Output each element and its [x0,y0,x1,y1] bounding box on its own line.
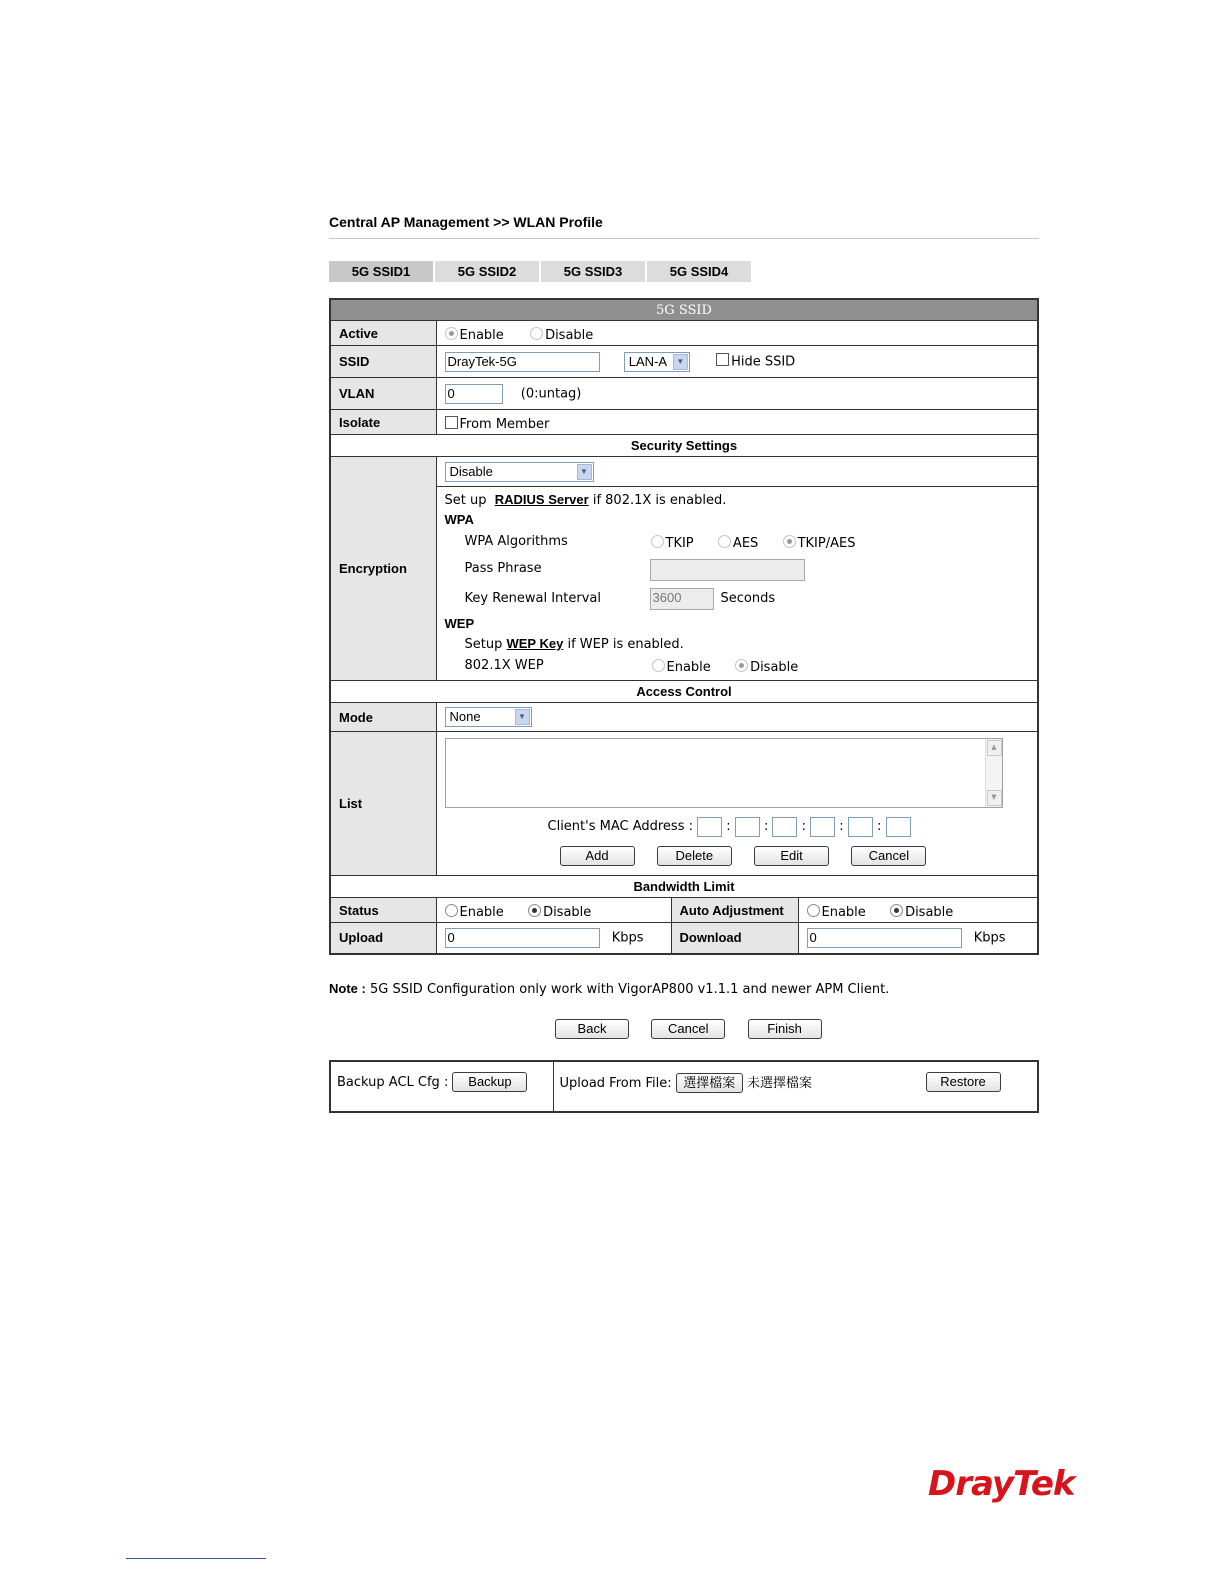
delete-button[interactable]: Delete [657,846,732,866]
upload-input[interactable]: 0 [445,928,600,948]
encryption-select-value: Disable [449,463,493,479]
ssid-settings-table [329,298,1039,955]
tab-5g-ssid4[interactable]: 5G SSID4 [647,261,751,282]
bandwidth-limit-header: Bandwidth Limit [330,876,1038,898]
status-enable-label: Enable [459,904,504,920]
ssid-label: SSID [330,346,436,378]
mac-address-label: Client's MAC Address : [547,819,693,834]
encryption-select[interactable] [445,462,594,482]
chevron-down-icon: ▼ [577,464,592,480]
access-mode-select[interactable] [445,707,532,727]
mac-actions [445,846,1030,866]
wpa-title: WPA [444,512,474,527]
vlan-hint: (0:untag) [520,386,582,401]
upload-label: Upload [330,923,436,954]
mac-sep: : [726,819,731,834]
mac-octet-2[interactable] [735,817,760,837]
scroll-down-icon[interactable]: ▼ [987,790,1002,806]
auto-enable-radio[interactable] [807,904,820,917]
mac-sep: : [839,819,844,834]
page-title: Central AP Management >> WLAN Profile [329,214,603,230]
status-disable-radio[interactable] [528,904,541,917]
aes-label: AES [732,536,759,551]
key-renewal-input[interactable]: 3600 [650,588,714,610]
wep-disable-radio[interactable] [735,659,748,672]
ssid-tabs [329,261,751,282]
mac-sep: : [876,819,882,834]
tab-5g-ssid1[interactable]: 5G SSID1 [329,261,433,282]
wpa-algorithms-row [445,532,1030,552]
key-renewal-label: Key Renewal Interval [464,591,602,606]
key-renewal-unit: Seconds [720,591,776,606]
wpa-algorithms-label: WPA Algorithms [464,534,568,549]
tkip-aes-radio[interactable] [783,535,796,548]
note-text: 5G SSID Configuration only work with VigorAP800 v1.1.1 and newer APM Client. [369,982,890,997]
pass-phrase-label: Pass Phrase [464,561,542,576]
aes-radio[interactable] [718,535,731,548]
title-divider [329,238,1039,239]
active-enable-label: Enable [459,327,504,343]
radius-server-link[interactable]: RADIUS Server [494,492,589,507]
wep-setup-line [445,634,1030,654]
vlan-label: VLAN [330,378,436,410]
note-prefix: Note : [329,981,366,996]
mac-sep: : [801,819,807,834]
mode-label: Mode [330,703,436,732]
encryption-label: Encryption [330,457,436,681]
pass-phrase-input[interactable] [650,559,805,581]
key-renewal-row [445,589,1030,609]
wep-disable-label: Disable [750,660,799,675]
backup-acl-label: Backup ACL Cfg : [337,1075,449,1090]
isolate-member-label: From Member [459,416,550,432]
ssid-input[interactable]: DrayTek-5G [445,352,600,372]
list-label: List [330,732,436,876]
chevron-down-icon: ▼ [673,354,688,370]
status-enable-radio[interactable] [445,904,458,917]
active-disable-radio[interactable] [530,327,543,340]
wep-8021x-label: 802.1X WEP [464,658,544,673]
backup-button[interactable]: Backup [452,1072,527,1092]
chevron-down-icon: ▼ [515,709,530,725]
download-label: Download [671,923,798,954]
note [329,981,889,997]
mac-list-box[interactable] [445,738,1003,808]
upload-from-file-label: Upload From File: [559,1076,672,1091]
scroll-up-icon[interactable]: ▲ [987,740,1002,756]
setup-prefix: Set up [444,493,487,508]
access-cancel-button[interactable]: Cancel [851,846,926,866]
isolate-member-checkbox[interactable] [445,416,458,429]
status-label: Status [330,898,436,923]
mac-octet-5[interactable] [848,817,873,837]
active-label: Active [330,321,436,346]
wep-title: WEP [444,616,475,631]
access-mode-value: None [449,709,481,724]
tab-5g-ssid2[interactable]: 5G SSID2 [435,261,539,282]
tkip-label: TKIP [665,536,694,551]
wep-enable-label: Enable [666,660,711,675]
wep-setup-prefix: Setup [464,637,503,652]
mac-address-row [445,816,1030,838]
tkip-radio[interactable] [651,535,664,548]
auto-disable-radio[interactable] [890,904,903,917]
download-unit: Kbps [973,930,1006,946]
security-settings-header: Security Settings [330,435,1038,457]
active-enable-radio[interactable] [445,327,458,340]
choose-file-button[interactable]: 選擇檔案 [676,1073,743,1093]
status-disable-label: Disable [543,904,592,920]
draytek-logo: DrayTek [928,1464,1075,1504]
cancel-button[interactable]: Cancel [651,1019,725,1039]
footer-rule [126,1558,266,1559]
wep-key-link[interactable]: WEP Key [506,636,564,651]
auto-enable-label: Enable [821,904,866,920]
hide-ssid-checkbox[interactable] [716,353,729,366]
hide-ssid-label: Hide SSID [731,354,796,369]
mac-octet-4[interactable] [810,817,835,837]
wep-enable-radio[interactable] [652,659,665,672]
access-control-header: Access Control [330,681,1038,703]
back-button[interactable]: Back [555,1019,629,1039]
wep-setup-suffix: if WEP is enabled. [567,637,684,652]
download-input[interactable]: 0 [807,928,962,948]
no-file-chosen-text: 未選擇檔案 [746,1076,812,1091]
setup-suffix: if 802.1X is enabled. [592,493,727,508]
mac-sep: : [763,819,769,834]
lan-select-value: LAN-A [628,353,668,369]
auto-disable-label: Disable [905,904,954,920]
restore-button[interactable]: Restore [926,1072,1001,1092]
edit-button[interactable]: Edit [754,846,829,866]
form-actions [555,1019,822,1039]
active-disable-label: Disable [545,327,594,343]
add-button[interactable]: Add [560,846,635,866]
tab-5g-ssid3[interactable]: 5G SSID3 [541,261,645,282]
backup-restore-table [329,1060,1039,1113]
pass-phrase-row [445,559,1030,579]
mac-octet-1[interactable] [697,817,722,837]
auto-adjustment-label: Auto Adjustment [671,898,798,923]
lan-select[interactable] [624,352,690,372]
upload-unit: Kbps [611,930,644,946]
finish-button[interactable]: Finish [748,1019,822,1039]
mac-octet-6[interactable] [886,817,911,837]
isolate-label: Isolate [330,410,436,435]
mac-octet-3[interactable] [772,817,797,837]
wep-8021x-row [445,656,1030,676]
radius-setup-line [445,490,1030,510]
vlan-input[interactable]: 0 [445,384,503,404]
section-header: 5G SSID [330,299,1038,321]
mac-list-scrollbar[interactable] [985,739,1002,807]
tkip-aes-label: TKIP/AES [797,536,856,551]
